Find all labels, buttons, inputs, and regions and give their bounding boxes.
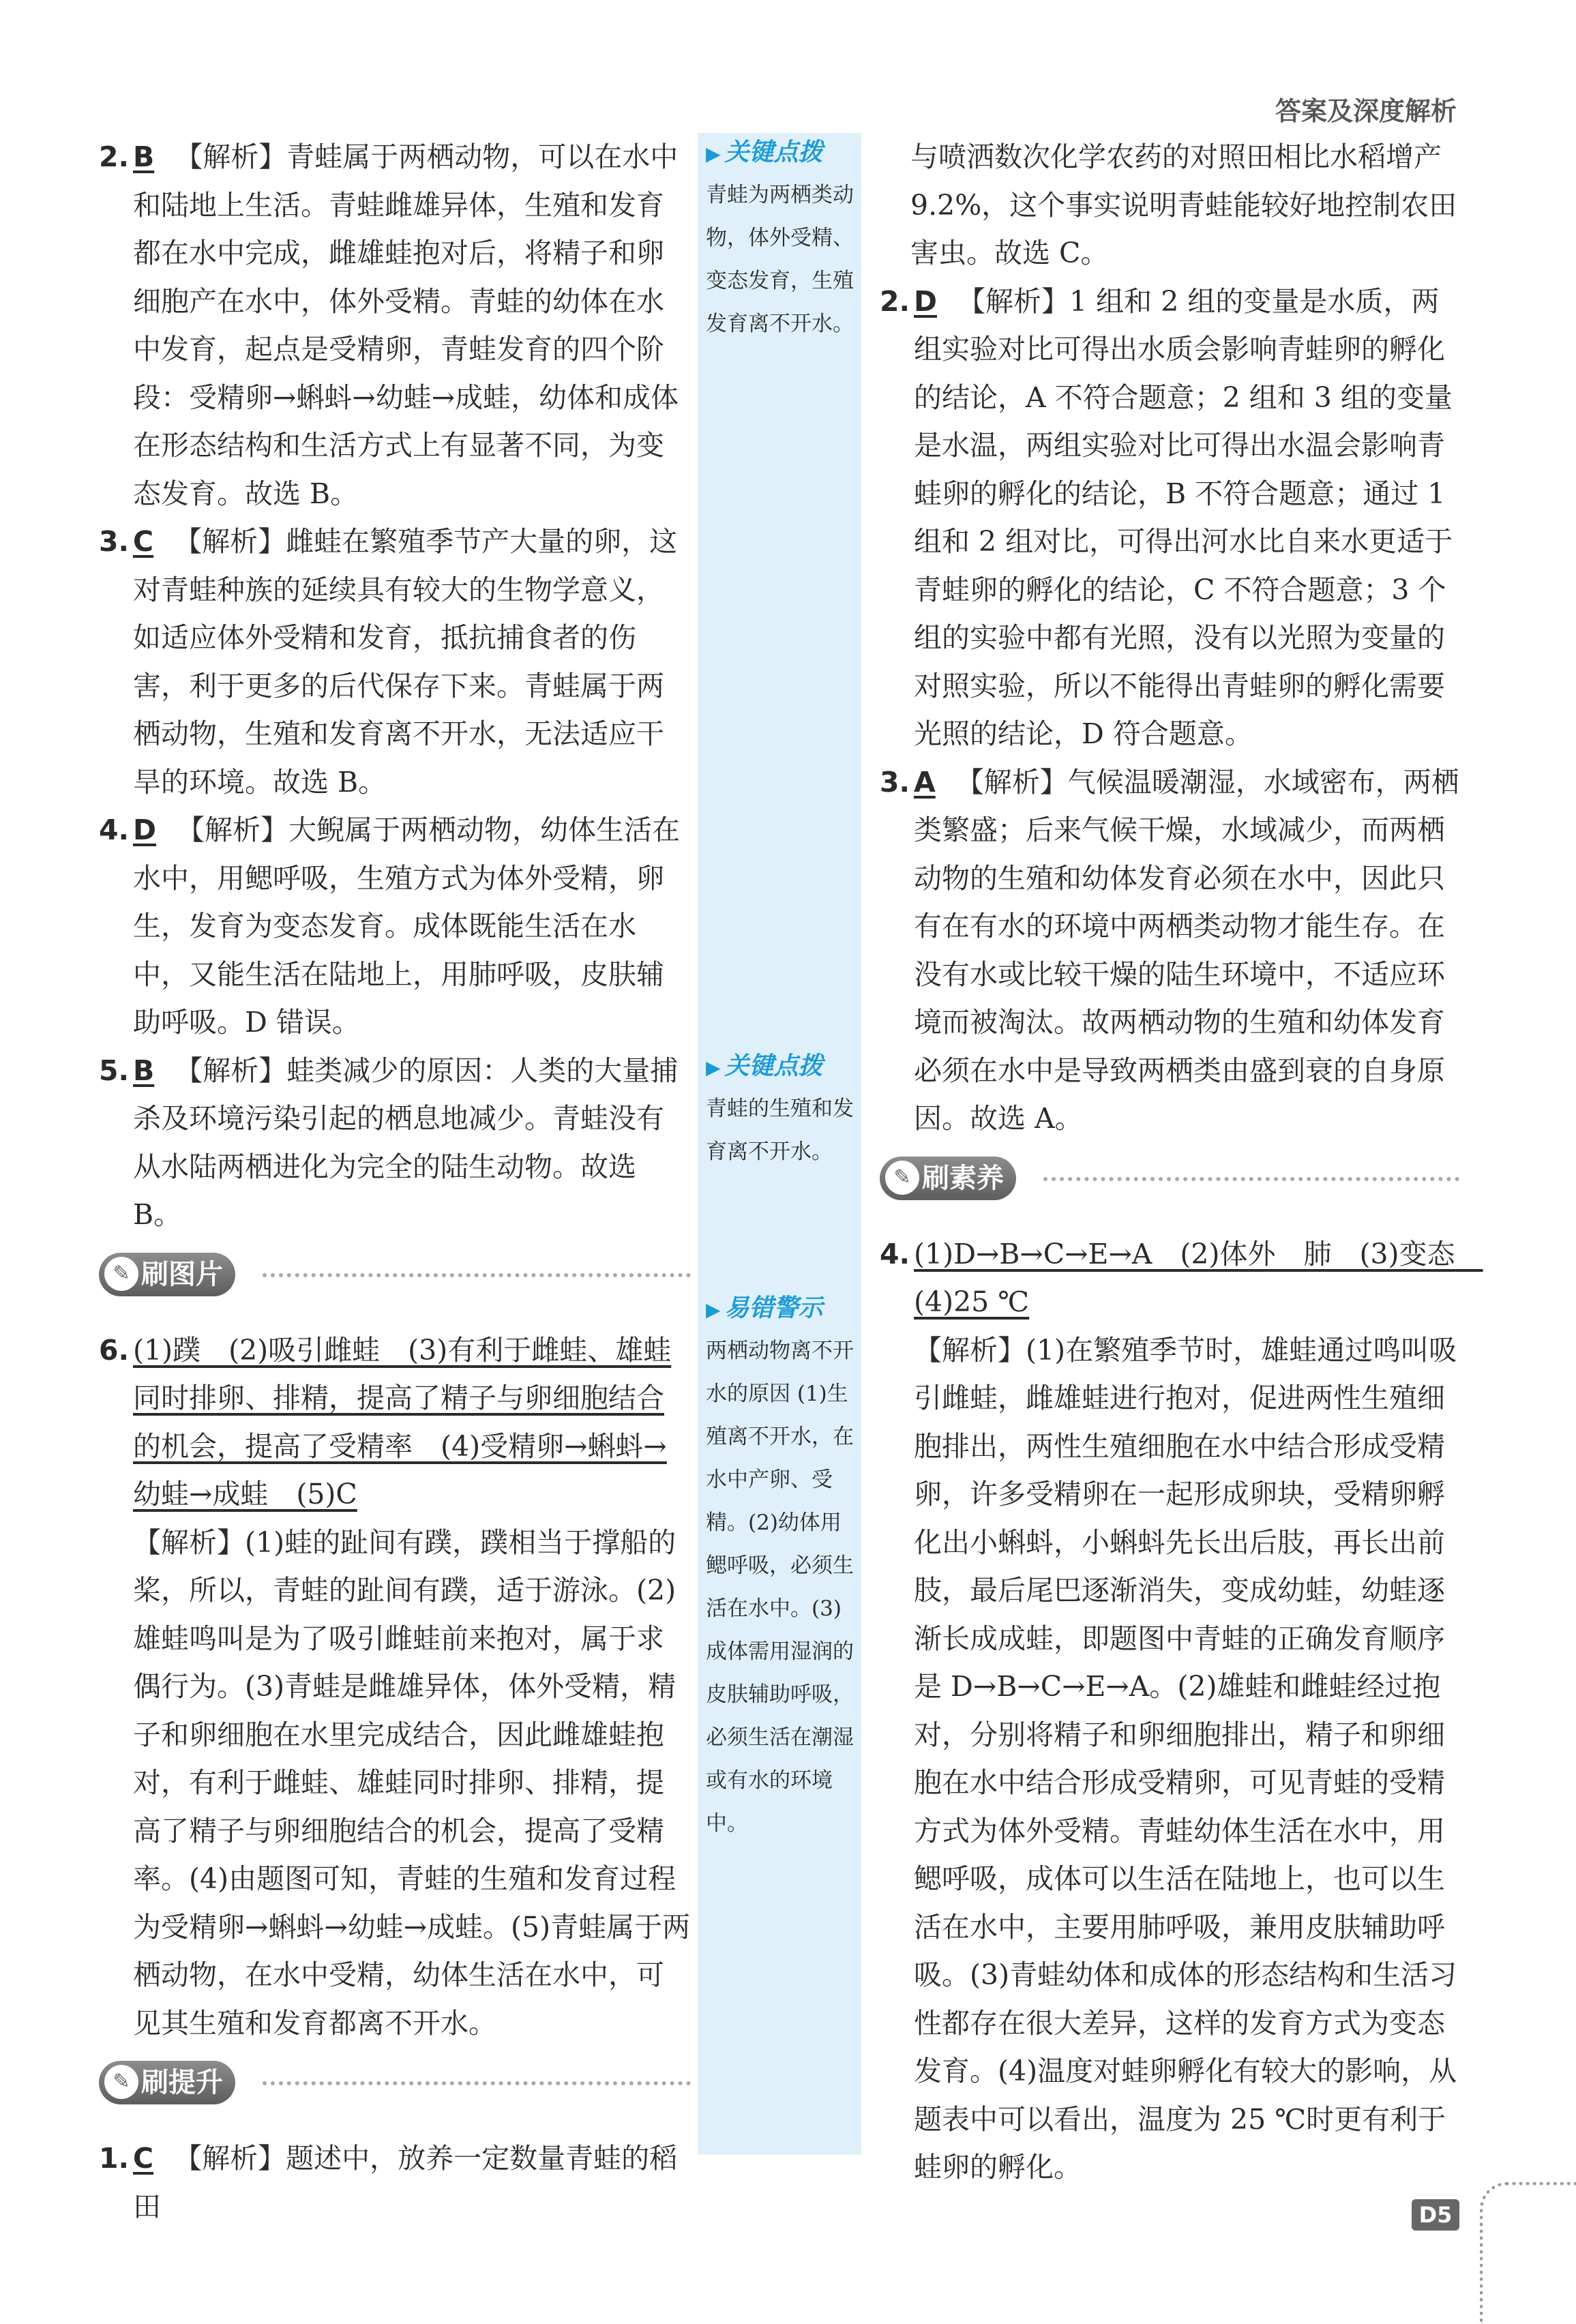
question-number: 2. [880, 284, 910, 318]
answer-letter: C [133, 525, 154, 558]
tip-key-point-1 [706, 133, 857, 346]
brush-icon: ✎ [104, 2065, 138, 2099]
dotted-divider [1043, 1177, 1459, 1181]
tip-common-mistake [706, 1289, 857, 1845]
question-4 [880, 1230, 1483, 2192]
question-number: 1. [99, 2142, 130, 2175]
analysis-text: 蛙类减少的原因：人类的大量捕杀及环境污染引起的栖息地减少。青蛙没有从水陆两栖进化为完全的陆生动物。故选 B。 [133, 1054, 679, 1231]
tip-body: 青蛙为两栖类动物，体外受精、变态发育，生殖发育离不开水。 [706, 183, 854, 336]
question-number: 3. [99, 525, 130, 558]
question-number: 3. [880, 765, 910, 799]
question-2 [880, 278, 1459, 758]
analysis-text: 气候温暖潮湿，水域密布，两栖类繁盛；后来气候干燥，水域减少，而两栖动物的生殖和幼体发育必须在水中，因此只有在有水的环境中两栖类动物才能生存。在没有水或比较干燥的陆生环境中，不适应环境而被淘汰。故两栖动物的生殖和幼体发育必须在水中是导致两栖类由盛到衰的自身原因。故选 A。 [914, 765, 1459, 1135]
page-number: D5 [1412, 2199, 1459, 2231]
question-1-continued [880, 133, 1459, 278]
question-1 [99, 2134, 691, 2231]
answer-letter: D [914, 284, 938, 318]
section-title: 刷提升 [141, 2067, 223, 2098]
analysis-text: 题述中，放养一定数量青蛙的稻田 [133, 2142, 678, 2223]
analysis-tag: 【解析】 [133, 1525, 245, 1559]
section-header-literacy [880, 1154, 1459, 1210]
analysis-tag: 【解析】 [914, 1333, 1026, 1367]
tip-body: 青蛙的生殖和发育离不开水。 [706, 1097, 854, 1164]
analysis-tag: 【解析】 [174, 525, 286, 558]
analysis-text: 与喷洒数次化学农药的对照田相比水稻增产 9.2%，这个事实说明青蛙能较好地控制农田害虫。故选 C。 [910, 140, 1457, 269]
section-badge [99, 2061, 235, 2104]
analysis-tag: 【解析】 [955, 765, 1068, 799]
page-header-title: 答案及深度解析 [1275, 96, 1457, 126]
analysis-text: 1 组和 2 组的变量是水质，两组实验对比可得出水质会影响青蛙卵的孵化的结论，A 不符合题意；2 组和 3 组的变量是水温，两组实验对比可得出水温会影响青蛙卵的孵化的结论，B 不符合题意；通过 1 组和 2 组对比，可得出河水比自来水更适于青蛙卵的孵化的结论，C 不符合题意；3 个组的实验中都有光照，没有以光照为变量的对照实验，所以不能得出青蛙卵的孵化需要光照的结论，D 符合题意。 [914, 284, 1453, 750]
tip-title [706, 133, 857, 174]
answer-letter: A [914, 765, 936, 799]
analysis-text: 雌蛙在繁殖季节产大量的卵，这对青蛙种族的延续具有较大的生物学意义，如适应体外受精和发育，抵抗捕食者的伤害，利于更多的后代保存下来。青蛙属于两栖动物，生殖和发育离不开水，无法适应干旱的环境。故选 B。 [133, 525, 678, 799]
section-title: 刷图片 [141, 1258, 223, 1290]
question-number: 2. [99, 140, 130, 173]
analysis-tag: 【解析】 [175, 140, 287, 173]
analysis-text: (1)蛙的趾间有蹼，蹼相当于撑船的桨，所以，青蛙的趾间有蹼，适于游泳。(2)雄蛙鸣叫是为了吸引雌蛙前来抱对，属于求偶行为。(3)青蛙是雌雄异体，体外受精，精子和卵细胞在水里完成结合，因此雌雄蛙抱对，有利于雌蛙、雄蛙同时排卵、排精，提高了精子与卵细胞结合的机会，提高了受精率。(4)由题图可知，青蛙的生殖和发育过程为受精卵→蝌蚪→幼蛙→成蛙。(5)青蛙属于两栖动物，在水中受精，幼体生活在水中，可见其生殖和发育都离不开水。 [133, 1525, 691, 2040]
question-4 [99, 806, 691, 1047]
analysis-text: (1)在繁殖季节时，雄蛙通过鸣叫吸引雌蛙，雌雄蛙进行抱对，促进两性生殖细胞排出，两性生殖细胞在水中结合形成受精卵，许多受精卵在一起形成卵块，受精卵孵化出小蝌蚪，小蝌蚪先长出后肢，再长出前肢，最后尾巴逐渐消失，变成幼蛙，幼蛙逐渐长成成蛙，即题图中青蛙的正确发育顺序是 D→B→C→E→A。(2)雄蛙和雌蛙经过抱对，分别将精子和卵细胞排出，精子和卵细胞在水中结合形成受精卵，可见青蛙的受精方式为体外受精。青蛙幼体生活在水中，用鳃呼吸，成体可以生活在陆地上，也可以生活在水中，主要用肺呼吸，兼用皮肤辅助呼吸。(3)青蛙幼体和成体的形态结构和生活习性都存在很大差异，这样的发育方式为变态发育。(4)温度对蛙卵孵化有较大的影响，从题表中可以看出，温度为 25 ℃时更有利于蛙卵的孵化。 [914, 1333, 1457, 2184]
page-corner-decoration [1480, 2182, 1576, 2324]
tip-title-text: 易错警示 [724, 1294, 823, 1322]
question-2 [99, 133, 691, 518]
question-number: 5. [99, 1054, 130, 1087]
fill-answer: (1)D→B→C→E→A (2)体外 肺 (3)变态 (4)25 ℃ [914, 1237, 1483, 1318]
section-header-pictures [99, 1250, 691, 1306]
analysis-text: 青蛙属于两栖动物，可以在水中和陆地上生活。青蛙雌雄异体，生殖和发育都在水中完成，雌雄蛙抱对后，将精子和卵细胞产在水中，体外受精。青蛙的幼体在水中发育，起点是受精卵，青蛙发育的四个阶段：受精卵→蝌蚪→幼蛙→成蛙，幼体和成体在形态结构和生活方式上有显著不同，为变态发育。故选 B。 [133, 140, 679, 510]
tip-title-text: 关键点拨 [724, 138, 823, 166]
brush-icon: ✎ [104, 1257, 138, 1291]
section-header-improve [99, 2058, 691, 2114]
tip-body: 两栖动物离不开水的原因 (1)生殖离不开水，在水中产卵、受精。(2)幼体用鳃呼吸，必须生活在水中。(3)成体需用湿润的皮肤辅助呼吸，必须生活在潮湿或有水的环境中。 [706, 1339, 854, 1836]
section-title: 刷素养 [922, 1162, 1004, 1194]
section-badge [880, 1157, 1016, 1200]
brush-icon: ✎ [885, 1161, 919, 1195]
question-number: 6. [99, 1333, 130, 1367]
right-column [880, 133, 1483, 2192]
analysis-text: 大鲵属于两栖动物，幼体生活在水中，用鳃呼吸，生殖方式为体外受精，卵生，发育为变态发育。成体既能生活在水中，又能生活在陆地上，用肺呼吸，皮肤辅助呼吸。D 错误。 [133, 814, 681, 1039]
arrow-right-icon: ▶ [706, 143, 721, 165]
analysis-tag: 【解析】 [957, 284, 1070, 318]
dotted-divider [263, 2081, 691, 2085]
side-tips-column [698, 133, 861, 2155]
analysis-tag: 【解析】 [175, 1054, 287, 1087]
question-5 [99, 1047, 691, 1239]
tip-title-text: 关键点拨 [724, 1052, 823, 1080]
fill-answer: (1)蹼 (2)吸引雌蛙 (3)有利于雌蛙、雄蛙同时排卵、排精，提高了精子与卵细胞结合的机会，提高了受精率 (4)受精卵→蝌蚪→幼蛙→成蛙 (5)C [133, 1333, 672, 1510]
section-badge [99, 1253, 235, 1296]
question-number: 4. [99, 814, 130, 846]
question-6 [99, 1326, 691, 2048]
tip-title [706, 1289, 857, 1330]
question-number: 4. [880, 1237, 910, 1270]
left-column [99, 133, 691, 2231]
question-3 [99, 518, 691, 806]
tip-title [706, 1047, 857, 1088]
answer-letter: B [133, 140, 155, 173]
answer-letter: C [133, 2142, 154, 2175]
analysis-tag: 【解析】 [174, 2142, 286, 2175]
answer-letter: B [133, 1054, 155, 1087]
arrow-right-icon: ▶ [706, 1298, 721, 1321]
arrow-right-icon: ▶ [706, 1056, 721, 1079]
dotted-divider [263, 1273, 691, 1277]
answer-letter: D [133, 814, 157, 846]
question-3 [880, 758, 1459, 1143]
tip-key-point-2 [706, 1047, 857, 1174]
analysis-tag: 【解析】 [177, 814, 289, 846]
